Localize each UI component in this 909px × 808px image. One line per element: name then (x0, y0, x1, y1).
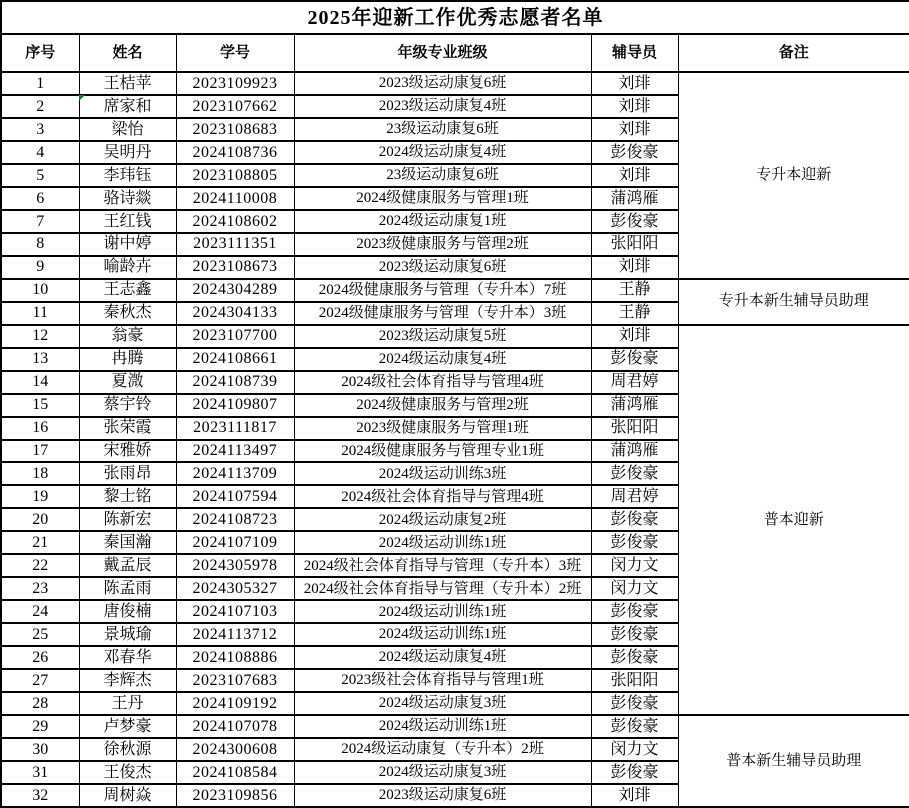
counselor-cell: 彭俊豪 (591, 531, 678, 554)
row-number-cell: 14 (1, 371, 79, 394)
row-number-cell: 6 (1, 187, 79, 210)
student-id-cell: 2023108683 (176, 118, 294, 141)
name-cell: 王桔苹 (79, 72, 176, 95)
counselor-cell: 闵力文 (591, 738, 678, 761)
student-id-cell: 2024107078 (176, 715, 294, 738)
student-id-cell: 2023109856 (176, 784, 294, 807)
row-number-cell: 13 (1, 348, 79, 371)
row-number-cell: 19 (1, 485, 79, 508)
class-cell: 2024级健康服务与管理（专升本）3班 (294, 302, 591, 325)
table-row (1, 279, 909, 302)
class-cell: 2023级运动康复6班 (294, 784, 591, 807)
name-cell: 黎士铭 (79, 485, 176, 508)
counselor-cell: 彭俊豪 (591, 210, 678, 233)
counselor-cell: 刘琲 (591, 164, 678, 187)
name-cell: 张雨昂 (79, 462, 176, 485)
name-cell: 吴明丹 (79, 141, 176, 164)
row-number-cell: 5 (1, 164, 79, 187)
counselor-cell: 刘琲 (591, 72, 678, 95)
column-header-name: 姓名 (79, 34, 176, 72)
row-number-cell: 25 (1, 623, 79, 646)
class-cell: 2024级运动训练3班 (294, 462, 591, 485)
class-cell: 2024级社会体育指导与管理（专升本）2班 (294, 577, 591, 600)
name-cell: 李玮钰 (79, 164, 176, 187)
student-id-cell: 2024108736 (176, 141, 294, 164)
student-id-cell: 2024108886 (176, 646, 294, 669)
row-number-cell: 21 (1, 531, 79, 554)
name-cell: 王丹 (79, 692, 176, 715)
column-header-class: 年级专业班级 (294, 34, 591, 72)
counselor-cell: 刘琲 (591, 325, 678, 348)
student-id-cell: 2023111817 (176, 417, 294, 440)
counselor-cell: 张阳阳 (591, 417, 678, 440)
name-cell: 王俊杰 (79, 761, 176, 784)
student-id-cell: 2023108805 (176, 164, 294, 187)
student-id-cell: 2024107594 (176, 485, 294, 508)
student-id-cell: 2023111351 (176, 233, 294, 256)
column-header-remark: 备注 (678, 34, 909, 72)
header-row (1, 34, 909, 72)
row-number-cell: 3 (1, 118, 79, 141)
name-cell: 卢梦豪 (79, 715, 176, 738)
table-row (1, 715, 909, 738)
counselor-cell: 蒲鸿雁 (591, 440, 678, 463)
class-cell: 2024级社会体育指导与管理（专升本）3班 (294, 554, 591, 577)
class-cell: 2024级运动训练1班 (294, 715, 591, 738)
counselor-cell: 彭俊豪 (591, 348, 678, 371)
student-id-cell: 2024113497 (176, 440, 294, 463)
counselor-cell: 王静 (591, 279, 678, 302)
name-cell: 骆诗燚 (79, 187, 176, 210)
class-cell: 2024级运动康复3班 (294, 692, 591, 715)
name-cell: 戴孟辰 (79, 554, 176, 577)
class-cell: 2024级健康服务与管理1班 (294, 187, 591, 210)
student-id-cell: 2024107109 (176, 531, 294, 554)
name-cell: 秦秋杰 (79, 302, 176, 325)
student-id-cell: 2024113709 (176, 462, 294, 485)
name-cell: 王志鑫 (79, 279, 176, 302)
student-id-cell: 2024113712 (176, 623, 294, 646)
counselor-cell: 彭俊豪 (591, 715, 678, 738)
name-cell: 蔡宇铃 (79, 394, 176, 417)
name-cell: 陈孟雨 (79, 577, 176, 600)
class-cell: 2024级运动康复4班 (294, 141, 591, 164)
class-cell: 2023级运动康复6班 (294, 256, 591, 279)
counselor-cell: 彭俊豪 (591, 462, 678, 485)
row-number-cell: 10 (1, 279, 79, 302)
student-id-cell: 2023107683 (176, 669, 294, 692)
column-header-counselor: 辅导员 (591, 34, 678, 72)
student-id-cell: 2023107662 (176, 95, 294, 118)
row-number-cell: 29 (1, 715, 79, 738)
row-number-cell: 30 (1, 738, 79, 761)
student-id-cell: 2023108673 (176, 256, 294, 279)
class-cell: 2024级健康服务与管理（专升本）7班 (294, 279, 591, 302)
class-cell: 23级运动康复6班 (294, 118, 591, 141)
name-cell: 秦国瀚 (79, 531, 176, 554)
class-cell: 2024级运动康复2班 (294, 508, 591, 531)
counselor-cell: 刘琲 (591, 118, 678, 141)
student-id-cell: 2024304133 (176, 302, 294, 325)
student-id-cell: 2024108723 (176, 508, 294, 531)
row-number-cell: 24 (1, 600, 79, 623)
remark-cell: 专升本新生辅导员助理 (678, 279, 909, 325)
table-body (1, 72, 909, 807)
class-cell: 2024级运动康复4班 (294, 646, 591, 669)
name-cell: 喻龄卉 (79, 256, 176, 279)
class-cell: 2024级运动训练1班 (294, 623, 591, 646)
row-number-cell: 15 (1, 394, 79, 417)
class-cell: 2024级健康服务与管理专业1班 (294, 440, 591, 463)
class-cell: 2024级运动训练1班 (294, 600, 591, 623)
student-id-cell: 2023109923 (176, 72, 294, 95)
row-number-cell: 27 (1, 669, 79, 692)
table-row (1, 72, 909, 95)
class-cell: 2023级运动康复4班 (294, 95, 591, 118)
row-number-cell: 32 (1, 784, 79, 807)
counselor-cell: 张阳阳 (591, 669, 678, 692)
counselor-cell: 张阳阳 (591, 233, 678, 256)
table-row (1, 325, 909, 348)
counselor-cell: 彭俊豪 (591, 646, 678, 669)
name-cell: 冉腾 (79, 348, 176, 371)
class-cell: 2024级运动训练1班 (294, 531, 591, 554)
column-header-student-id: 学号 (176, 34, 294, 72)
name-cell: 景城瑜 (79, 623, 176, 646)
counselor-cell: 彭俊豪 (591, 508, 678, 531)
counselor-cell: 蒲鸿雁 (591, 187, 678, 210)
name-cell: 唐俊楠 (79, 600, 176, 623)
row-number-cell: 2 (1, 95, 79, 118)
name-cell: 徐秋源 (79, 738, 176, 761)
remark-cell: 普本迎新 (678, 325, 909, 715)
row-number-cell: 4 (1, 141, 79, 164)
student-id-cell: 2024300608 (176, 738, 294, 761)
counselor-cell: 蒲鸿雁 (591, 394, 678, 417)
row-number-cell: 1 (1, 72, 79, 95)
class-cell: 2023级社会体育指导与管理1班 (294, 669, 591, 692)
name-cell: 夏溦 (79, 371, 176, 394)
class-cell: 2024级运动康复1班 (294, 210, 591, 233)
counselor-cell: 彭俊豪 (591, 623, 678, 646)
class-cell: 2024级健康服务与管理2班 (294, 394, 591, 417)
student-id-cell: 2024108739 (176, 371, 294, 394)
class-cell: 2023级健康服务与管理1班 (294, 417, 591, 440)
counselor-cell: 彭俊豪 (591, 761, 678, 784)
row-number-cell: 9 (1, 256, 79, 279)
row-number-cell: 16 (1, 417, 79, 440)
name-cell: 谢中婷 (79, 233, 176, 256)
name-cell: 翁豪 (79, 325, 176, 348)
name-cell: 周树焱 (79, 784, 176, 807)
row-number-cell: 12 (1, 325, 79, 348)
name-cell: 陈新宏 (79, 508, 176, 531)
name-cell: 席家和 (79, 95, 176, 118)
name-cell: 宋雅娇 (79, 440, 176, 463)
remark-cell: 专升本迎新 (678, 72, 909, 279)
counselor-cell: 周君婷 (591, 485, 678, 508)
page-title: 2025年迎新工作优秀志愿者名单 (1, 1, 909, 34)
student-id-cell: 2024108584 (176, 761, 294, 784)
class-cell: 2024级运动康复3班 (294, 761, 591, 784)
remark-cell: 普本新生辅导员助理 (678, 715, 909, 807)
counselor-cell: 彭俊豪 (591, 141, 678, 164)
student-id-cell: 2024109192 (176, 692, 294, 715)
counselor-cell: 彭俊豪 (591, 692, 678, 715)
row-number-cell: 20 (1, 508, 79, 531)
row-number-cell: 26 (1, 646, 79, 669)
student-id-cell: 2023107700 (176, 325, 294, 348)
student-id-cell: 2024108602 (176, 210, 294, 233)
class-cell: 2024级社会体育指导与管理4班 (294, 485, 591, 508)
counselor-cell: 闵力文 (591, 554, 678, 577)
counselor-cell: 周君婷 (591, 371, 678, 394)
name-cell: 邓春华 (79, 646, 176, 669)
column-header-no: 序号 (1, 34, 79, 72)
student-id-cell: 2024109807 (176, 394, 294, 417)
counselor-cell: 刘琲 (591, 256, 678, 279)
class-cell: 2024级运动康复（专升本）2班 (294, 738, 591, 761)
row-number-cell: 28 (1, 692, 79, 715)
row-number-cell: 18 (1, 462, 79, 485)
name-cell: 李辉杰 (79, 669, 176, 692)
counselor-cell: 刘琲 (591, 95, 678, 118)
name-cell: 梁怡 (79, 118, 176, 141)
student-id-cell: 2024304289 (176, 279, 294, 302)
student-id-cell: 2024110008 (176, 187, 294, 210)
student-id-cell: 2024305327 (176, 577, 294, 600)
class-cell: 2024级社会体育指导与管理4班 (294, 371, 591, 394)
class-cell: 2023级运动康复5班 (294, 325, 591, 348)
class-cell: 23级运动康复6班 (294, 164, 591, 187)
row-number-cell: 23 (1, 577, 79, 600)
counselor-cell: 彭俊豪 (591, 600, 678, 623)
row-number-cell: 11 (1, 302, 79, 325)
name-cell: 王红钱 (79, 210, 176, 233)
class-cell: 2024级运动康复4班 (294, 348, 591, 371)
row-number-cell: 22 (1, 554, 79, 577)
row-number-cell: 31 (1, 761, 79, 784)
name-cell: 张荣霞 (79, 417, 176, 440)
counselor-cell: 闵力文 (591, 577, 678, 600)
row-number-cell: 17 (1, 440, 79, 463)
title-row (1, 1, 909, 34)
student-id-cell: 2024305978 (176, 554, 294, 577)
class-cell: 2023级健康服务与管理2班 (294, 233, 591, 256)
row-number-cell: 7 (1, 210, 79, 233)
class-cell: 2023级运动康复6班 (294, 72, 591, 95)
student-id-cell: 2024107103 (176, 600, 294, 623)
row-number-cell: 8 (1, 233, 79, 256)
counselor-cell: 刘琲 (591, 784, 678, 807)
student-id-cell: 2024108661 (176, 348, 294, 371)
counselor-cell: 王静 (591, 302, 678, 325)
